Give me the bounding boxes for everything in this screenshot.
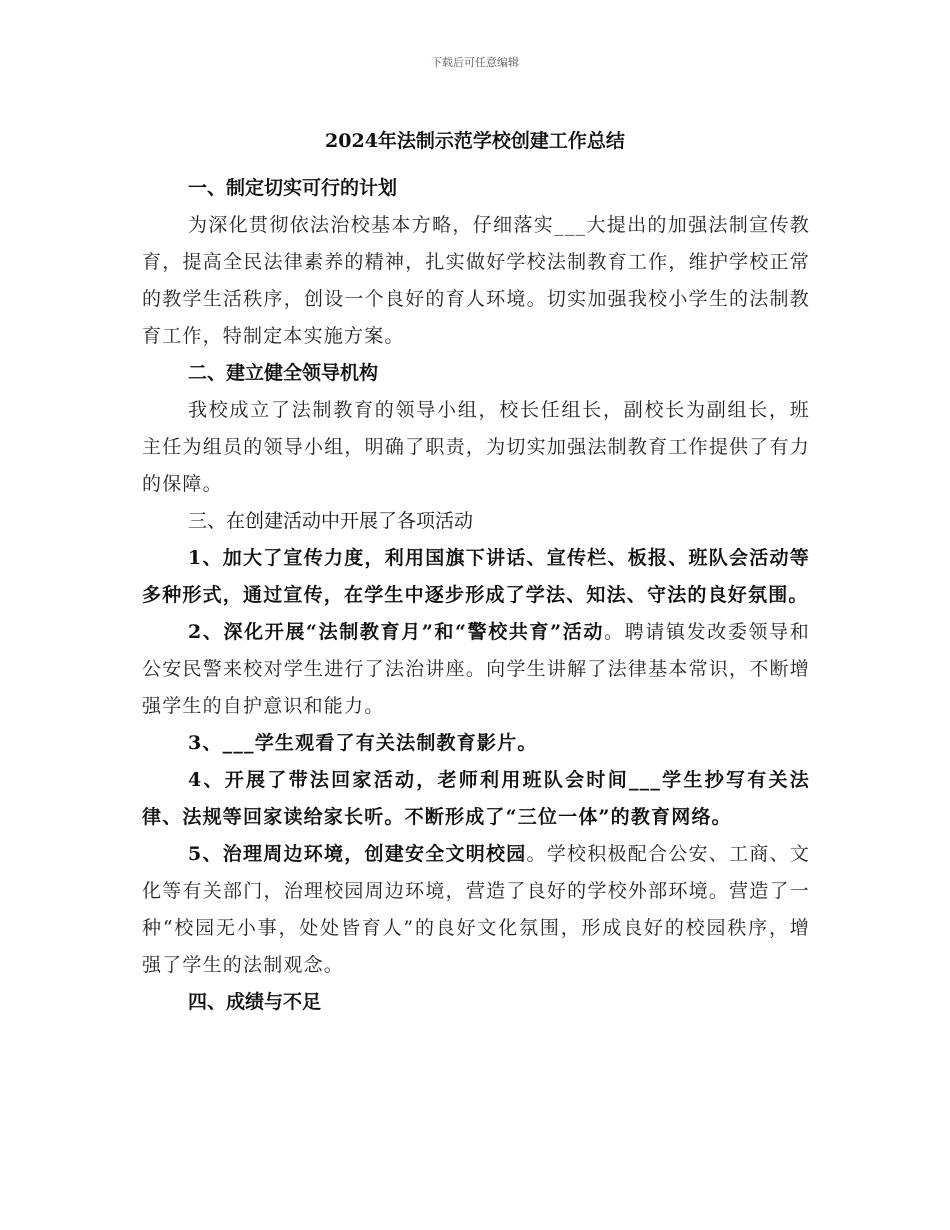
section-heading-1: 一、制定切实可行的计划 (188, 177, 398, 199)
section-heading-4: 四、成绩与不足 (188, 991, 322, 1013)
section-heading-2: 二、建立健全领导机构 (188, 362, 379, 384)
activity-item-2-lead: 2、深化开展“法制教育月”和“警校共育”活动 (188, 621, 605, 643)
activity-item-5-lead: 5、治理周边环境，创建安全文明校园 (188, 843, 527, 865)
activity-item-1: 1、加大了宣传力度，利用国旗下讲话、宣传栏、板报、班队会活动等多种形式，通过宣传，在学生中逐步形成了学法、知法、守法的良好氛围。 (142, 547, 810, 606)
document-body (142, 170, 810, 1021)
document-title: 2024年法制示范学校创建工作总结 (325, 130, 625, 152)
activity-item-5 (142, 836, 810, 984)
activity-item-3: 3、___学生观看了有关法制教育影片。 (188, 732, 538, 754)
header-note: 下载后可任意编辑 (431, 56, 519, 69)
section-paragraph-2: 我校成立了法制教育的领导小组，校长任组长，副校长为副组长，班主任为组员的领导小组，明确了职责，为切实加强法制教育工作提供了有力的保障。 (142, 399, 810, 495)
activity-item-2-body: 。聘请镇发改委领导和公安民警来校对学生进行了法治讲座。向学生讲解了法律基本常识，不断增强学生的自护意识和能力。 (142, 621, 810, 717)
activity-item-2 (142, 614, 810, 725)
section-heading-3: 三、在创建活动中开展了各项活动 (188, 510, 474, 532)
activity-item-4: 4、开展了带法回家活动，老师利用班队会时间___学生抄写有关法律、法规等回家读给家长听。不断形成了“三位一体”的教育网络。 (142, 769, 810, 828)
activity-item-5-body: 。学校积极配合公安、工商、文化等有关部门，治理校园周边环境，营造了良好的学校外部环境。营造了一种“校园无小事，处处皆育人”的良好文化氛围，形成良好的校园秩序，增强了学生的法制观念。 (142, 843, 810, 976)
section-paragraph-1: 为深化贯彻依法治校基本方略，仔细落实___大提出的加强法制宣传教育，提高全民法律素养的精神，扎实做好学校法制教育工作，维护学校正常的教学生活秩序，创设一个良好的育人环境。切实加强我校小学生的法制教育工作，特制定本实施方案。 (142, 214, 810, 347)
